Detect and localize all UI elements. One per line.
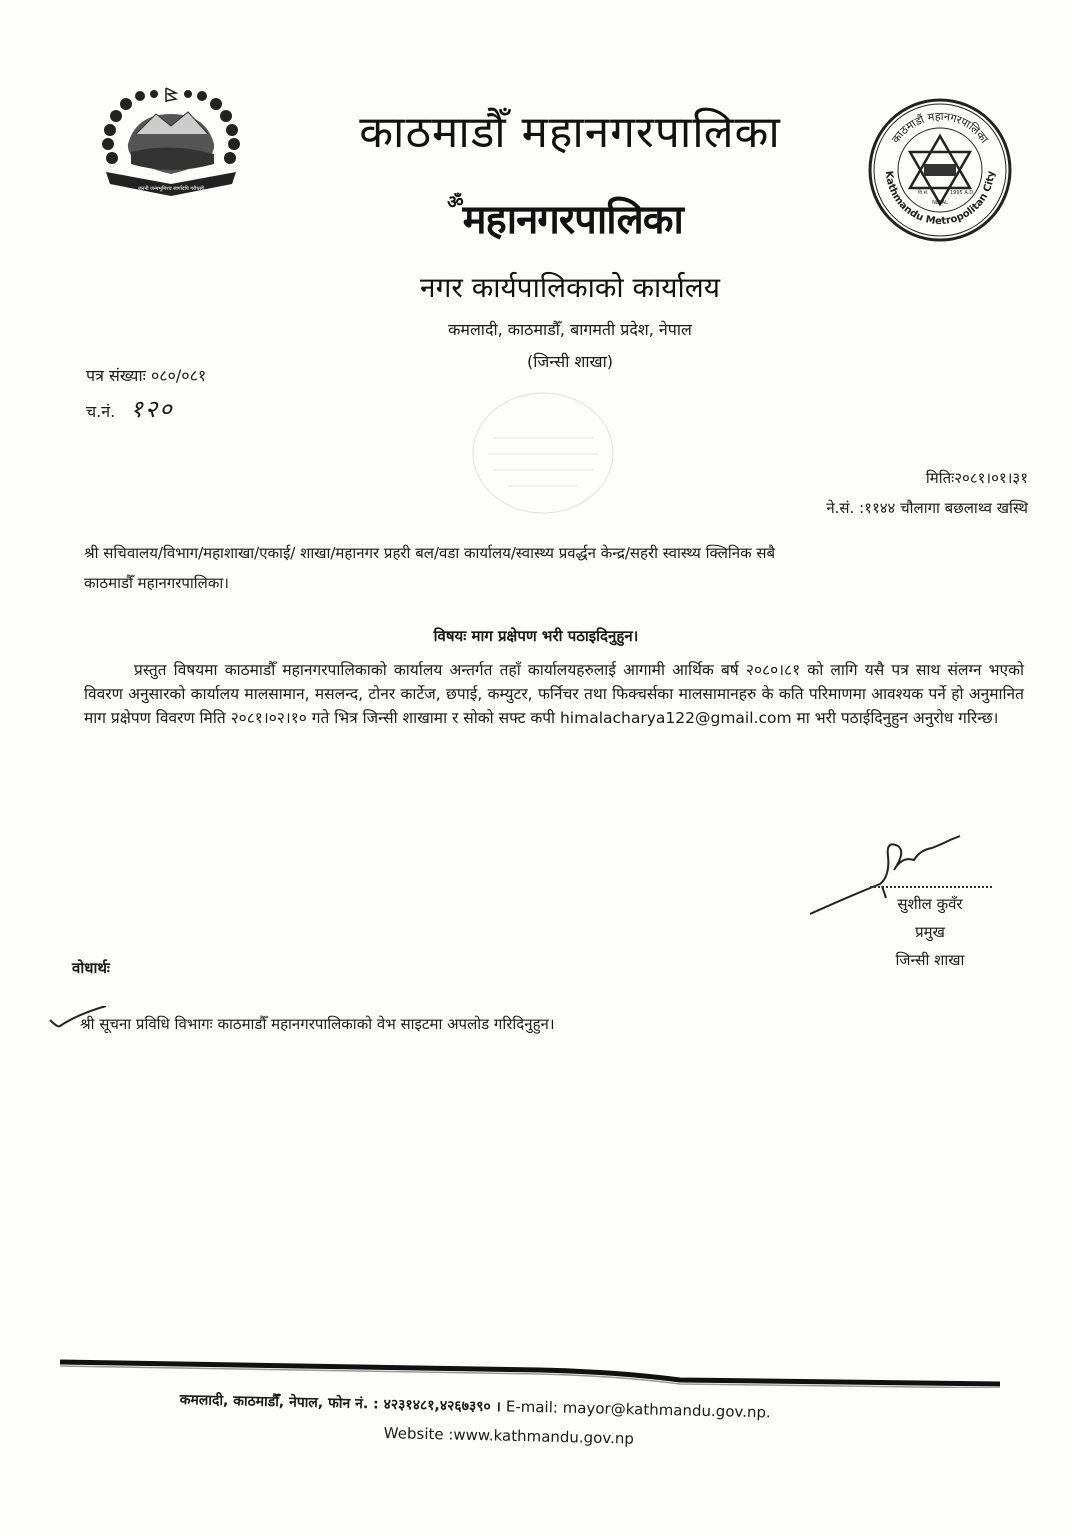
- seal-year-left: वि.सं.: [918, 190, 929, 196]
- date-label: मितिः: [925, 469, 955, 487]
- nepal-coat-of-arms-emblem: [96, 84, 246, 204]
- signatory-name: सुशील कुवँर: [897, 895, 963, 913]
- office-name: नगर कार्यपालिकाको कार्यालय: [420, 271, 720, 304]
- organization-name: काठमाडौँ महानगरपालिका: [359, 107, 781, 158]
- signatory-branch: जिन्सी शाखा: [895, 951, 965, 969]
- organization-name-script: [400, 190, 730, 245]
- footer-email: E-mail: mayor@kathmandu.gov.np.: [505, 1397, 771, 1422]
- seal-year-right: 1995 A.D.: [950, 190, 975, 196]
- signatory-title: प्रमुख: [915, 923, 945, 941]
- signature-line: [870, 886, 992, 888]
- kathmandu-metropolitan-city-seal: [866, 96, 1014, 244]
- seal-country: NEPAL: [932, 200, 948, 206]
- addressee-line-2: काठमाडौँ महानगरपालिका।: [84, 574, 229, 592]
- body-paragraph: प्रस्तुत विषयमा काठमाडौँ महानगरपालिकाको कार्यालय अन्तर्गत तहाँ कार्यालयहरुलाई आगामी आर्थिक बर्ष २०८०।८१ को लागि यसै पत्र साथ संलग्न भएको विवरण अनुसारको कार्यालय मालसामान, मसलन्द, टोनर कार्टेज, छपाई, कम्युटर, फर्निचर तथा फिक्चर्सका मालसामानहरु के कति परिमाणमा आवश्यक पर्ने हो अनुमानित माग प्रक्षेपण विवरण मिति २०८१।०२।१० गते भित्र जिन्सी शाखामा र सोको सफ्ट कपी himalacharya122@gmail.com मा भरी पठाईदिनुहुन अनुरोध गरिन्छ।: [84, 661, 1024, 727]
- addressee-line-1: श्री सचिवालय/विभाग/महाशाखा/एकाई/ शाखा/महानगर प्रहरी बल/वडा कार्यालय/स्वास्थ्य प्रवर्द्धन केन्द्र/सहरी स्वास्थ्य क्लिनिक सबै: [84, 544, 776, 562]
- letter-number: [86, 364, 206, 386]
- dispatch-number-value: १२०: [130, 395, 174, 423]
- footer-website: Website :www.kathmandu.gov.np: [383, 1424, 635, 1448]
- svg-text:Kathmandu Metropolitan City: [883, 170, 997, 227]
- letter-date: [926, 468, 1028, 488]
- om-symbol: ॐ: [447, 192, 463, 213]
- seal-text-top: काठमाडौं महानगरपालिका: [889, 109, 991, 146]
- date-value: २०८१।०१।३१: [954, 469, 1028, 487]
- footer-contact: [180, 1390, 771, 1422]
- office-address: कमलादी, काठमाडौँ, बागमती प्रदेश, नेपाल: [448, 320, 692, 339]
- emblem-motto: जननी जन्मभूमिश्च स्वर्गादपि गरीयसी: [137, 186, 205, 192]
- branch-name: (जिन्सी शाखा): [527, 352, 613, 371]
- watermark-stamp: [468, 388, 618, 518]
- organization-name-script-text: महानगरपालिका: [462, 196, 683, 243]
- dispatch-number-label: च.नं.: [86, 402, 116, 421]
- footer-divider: [60, 1358, 1000, 1388]
- dispatch-number: [86, 392, 174, 425]
- letter-subject: विषयः माग प्रक्षेपण भरी पठाइदिनुहुन।: [433, 627, 639, 645]
- seal-text-bottom: Kathmandu Metropolitan City: [882, 170, 998, 228]
- cc-label: वोधार्थः: [72, 959, 110, 977]
- addressee: [84, 538, 984, 598]
- letter-body: [84, 658, 1024, 730]
- letter-number-value: ०८०/०८१: [150, 366, 207, 385]
- letter-number-label: पत्र संख्याः: [86, 366, 146, 385]
- footer-address-phone: कमलादी, काठमाडौँ, नेपाल, फोन नं. : ४२३१४८१,४२६७३९० ।: [179, 1391, 502, 1416]
- nepal-sambat-date: ने.सं. :११४४ चौलागा बछलाथ्व खस्थि: [826, 499, 1028, 517]
- cc-item: श्री सूचना प्रविधि विभागः काठमाडौँ महानगरपालिकाको वेभ साइटमा अपलोड गरिदिनुहुन।: [80, 1015, 555, 1033]
